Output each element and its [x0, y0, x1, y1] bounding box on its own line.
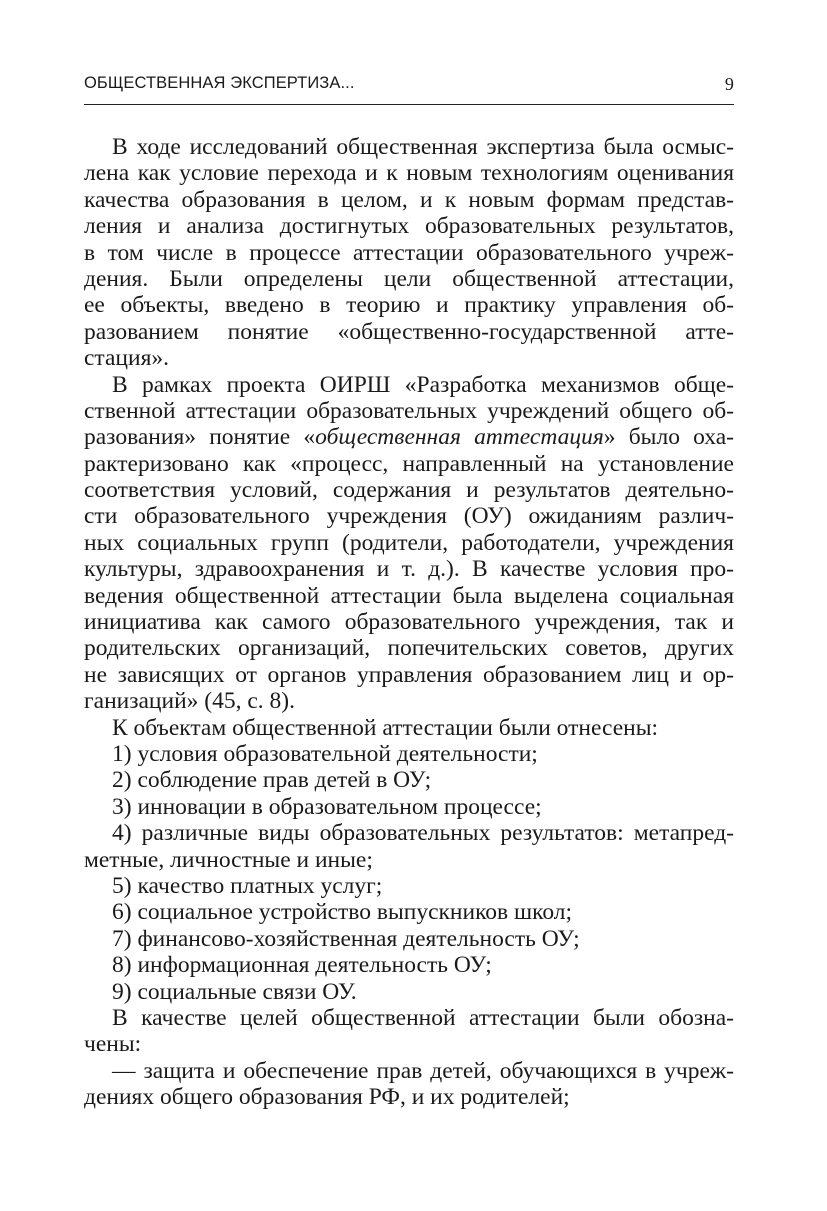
text-line: инициатива как самого образовательного учреждения, так и: [84, 609, 734, 636]
list-item: — защита и обеспечение прав детей, обучающихся в учреж-: [112, 1057, 734, 1084]
body-text: [84, 134, 734, 1110]
text-line: соответствия условий, содержания и результатов деятельно-: [84, 477, 734, 504]
page-number: 9: [724, 74, 734, 94]
text-line: культуры, здравоохранения и т. д.). В качестве условия про-: [84, 556, 734, 583]
list-item: 5) качество платных услуг;: [112, 872, 383, 899]
list-intro: К объектам общественной аттестации были отнесены:: [112, 714, 659, 741]
text-line: ственной аттестации образовательных учреждений общего об-: [84, 397, 734, 424]
text-line: ведения общественной аттестации была выделена социальная: [84, 582, 734, 609]
text-line: В рамках проекта ОИРШ «Разработка механизмов обще-: [112, 371, 734, 398]
text-fragment: » было оха-: [603, 424, 734, 451]
text-line: дения. Были определены цели общественной аттестации,: [84, 265, 734, 292]
list-item: метные, личностные и иные;: [84, 846, 373, 873]
list-item: 3) инновации в образовательном процессе;: [112, 793, 542, 820]
emphasized-term: общественная аттестация: [315, 424, 604, 451]
text-line: ления и анализа достигнутых образовательных результатов,: [84, 213, 734, 240]
text-line: в том числе в процессе аттестации образовательного учреж-: [84, 239, 734, 266]
text-line: качества образования в целом, и к новым формам представ-: [84, 186, 734, 213]
text-line: ее объекты, введено в теорию и практику управления об-: [84, 292, 734, 319]
list-item: 6) социальное устройство выпускников школ;: [112, 899, 573, 926]
text-line: лена как условие перехода и к новым технологиям оценивания: [84, 160, 734, 187]
list-item: дениях общего образования РФ, и их родителей;: [84, 1084, 570, 1111]
text-line: рактеризовано как «процесс, направленный на установление: [84, 450, 734, 477]
text-line: ных социальных групп (родители, работодатели, учреждения: [84, 529, 734, 556]
list-item: 9) социальные связи ОУ.: [112, 978, 357, 1005]
list-item: 1) условия образовательной деятельности;: [112, 740, 538, 767]
text-line: стация».: [84, 345, 170, 372]
running-header: [84, 74, 734, 96]
list-item: 4) различные виды образовательных результатов: метапред-: [112, 820, 734, 847]
text-line: сти образовательного учреждения (ОУ) ожиданиям различ-: [84, 503, 734, 530]
text-line: ганизаций» (45, с. 8).: [84, 688, 295, 715]
list-item: 2) соблюдение прав детей в ОУ;: [112, 767, 432, 794]
text-line: чены:: [84, 1031, 142, 1058]
header-rule: [84, 104, 734, 105]
text-line: [84, 424, 734, 450]
list-item: 8) информационная деятельность ОУ;: [112, 952, 492, 979]
text-line: разованием понятие «общественно-государственной атте-: [84, 318, 734, 345]
running-title: ОБЩЕСТВЕННАЯ ЭКСПЕРТИЗА...: [84, 74, 355, 92]
text-line: не зависящих от органов управления образованием лиц и ор-: [84, 661, 734, 688]
text-line: В ходе исследований общественная экспертиза была осмыс-: [112, 134, 734, 160]
text-line: В качестве целей общественной аттестации были обозна-: [112, 1004, 734, 1031]
text-line: родительских организаций, попечительских советов, других: [84, 635, 734, 662]
text-fragment: разования» понятие «: [84, 424, 316, 451]
list-item: 7) финансово-хозяйственная деятельность ОУ;: [112, 925, 580, 952]
